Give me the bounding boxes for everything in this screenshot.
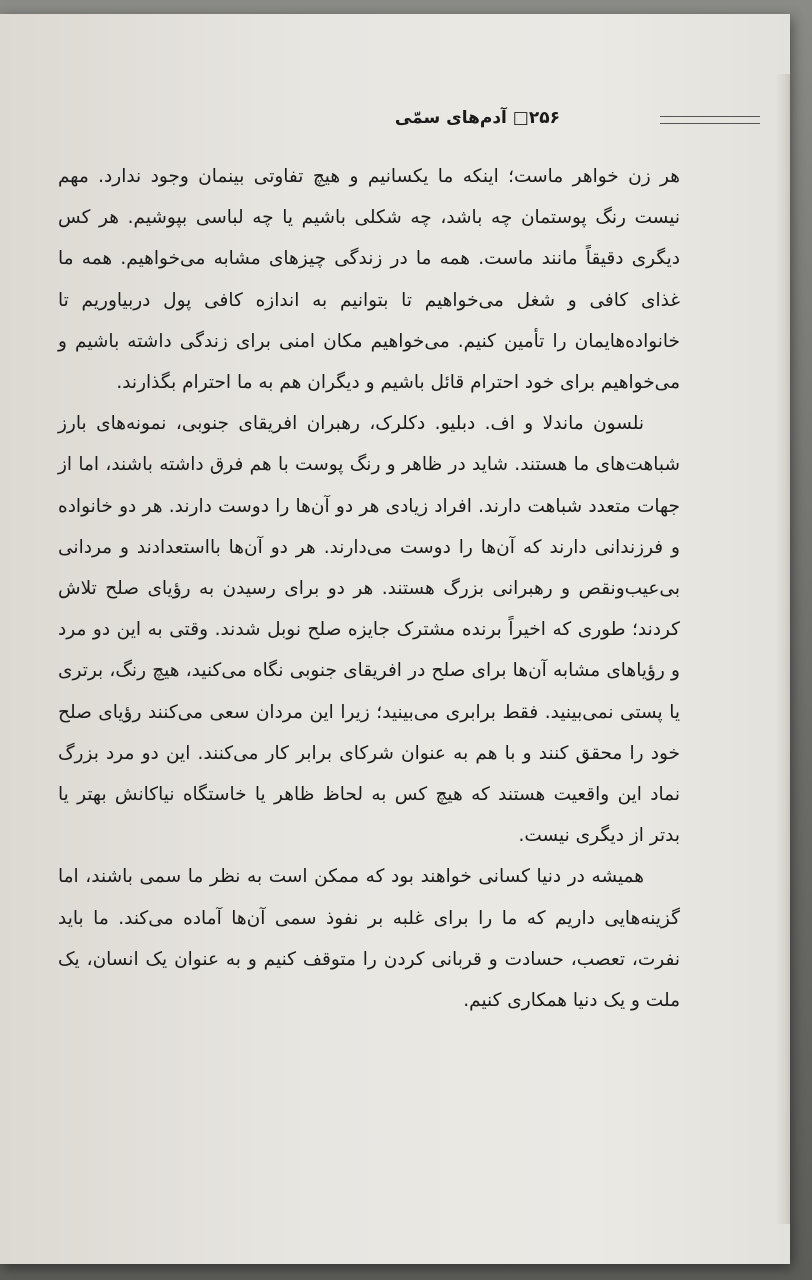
running-header: [60, 104, 760, 138]
page-edge: [776, 74, 790, 1224]
header-box-glyph: □: [512, 108, 529, 128]
body-text: [58, 156, 680, 1021]
paragraph-3: همیشه در دنیا کسانی خواهند بود که ممکن است به نظر ما سمی باشند، اما گزینه‌هایی داریم که ما را برای غلبه بر نفوذ سمی آن‌ها آماده می‌کند. ما باید نفرت، تعصب، حسادت و قربانی کردن را متوقف کنیم و به عنوان یک انسان، یک ملت و یک دنیا همکاری کنیم.: [58, 866, 680, 1012]
paragraph-2: نلسون ماندلا و اف. دبلیو. دکلرک، رهبران افریقای جنوبی، نمونه‌های بارز شباهت‌های ما هستند. شاید در ظاهر و رنگ پوست با هم فرق داشته باشند، اما از جهات متعدد شباهت دارند. افراد زیادی هر دو آن‌ها را دوست دارند. هر دو خانواده و فرزندانی دارند که آن‌ها را دوست می‌دارند. هر دو آن‌ها بااستعدادند و مردانی بی‌عیب‌ونقص و رهبرانی بزرگ هستند. هر دو برای رسیدن به رؤیای صلح تلاش کردند؛ طوری که اخیراً برنده مشترک جایزه صلح نوبل شدند. وقتی به این دو مرد و رؤیاهای مشابه آن‌ها برای صلح در افریقای جنوبی نگاه می‌کنید، هیچ رنگ، برتری یا پستی نمی‌بینید. فقط برابری می‌بینید؛ زیرا این مردان سعی می‌کنند رؤیای صلح خود را محقق کنند و با هم به عنوان شرکای برابر کار می‌کنند. این دو مرد بزرگ نماد این واقعیت هستند که هیچ کس به لحاظ ظاهر یا خاستگاه نیاکانش بهتر یا بدتر از دیگری نیست.: [58, 413, 680, 847]
paragraph-1: هر زن خواهر ماست؛ اینکه ما یکسانیم و هیچ تفاوتی بینمان وجود ندارد. مهم نیست رنگ پوستمان چه باشد، چه شکلی باشیم یا چه لباسی بپوشیم. هر کس دیگری دقیقاً مانند ماست. همه ما در زندگی چیزهای مشابه می‌خواهیم. همه ما غذای کافی و شغل می‌خواهیم تا بتوانیم به اندازه کافی پول دربیاوریم تا خانواده‌هایمان را تأمین کنیم. می‌خواهیم مکان امنی برای زندگی داشته باشیم و می‌خواهیم برای خود احترام قائل باشیم و دیگران هم به ما احترام بگذارند.: [58, 166, 680, 394]
header-rule: [660, 116, 760, 124]
book-page: [0, 14, 790, 1264]
header-text: [395, 108, 560, 128]
book-title: آدم‌های سمّی: [394, 108, 507, 128]
page-number: ۲۵۶: [528, 108, 560, 128]
